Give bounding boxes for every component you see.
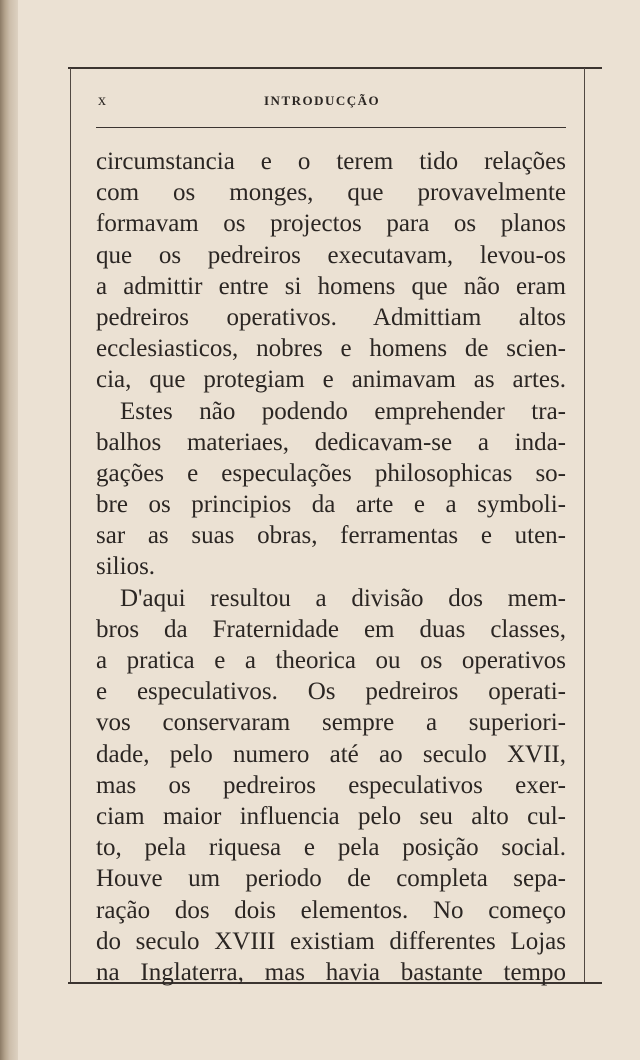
text-line: ecclesiasticos, nobres e homens de scien- xyxy=(96,335,566,363)
text-line: mas os pedreiros especulativos exer- xyxy=(96,771,566,799)
text-line: ciam maior influencia pelo seu alto cul- xyxy=(96,802,566,830)
text-line: bros da Fraternidade em duas classes, xyxy=(96,615,566,643)
frame-left-rule xyxy=(70,68,71,982)
text-line: pedreiros operativos. Admittiam altos xyxy=(96,303,566,331)
text-line: a pratica e a theorica ou os operativos xyxy=(96,647,566,674)
text-line: bre os principios da arte e a symboli- xyxy=(96,491,566,519)
text-line: vos conservaram sempre a superiori- xyxy=(96,709,566,737)
text-line: ração dos dois elementos. No começo xyxy=(96,896,566,924)
page-number: x xyxy=(98,92,107,109)
text-line: formavam os projectos para os planos xyxy=(96,210,566,238)
text-line: na Inglaterra, mas havia bastante tempo xyxy=(96,958,566,986)
text-line: e especulativos. Os pedreiros operati- xyxy=(96,678,566,706)
text-line: circumstancia e o terem tido relações xyxy=(96,148,566,175)
frame-top-rule xyxy=(68,67,602,69)
text-line: to, pela riquesa e pela posição social. xyxy=(96,834,566,862)
text-line: balhos materiaes, dedicavam-se a inda- xyxy=(96,428,566,456)
book-binding-edge xyxy=(0,0,18,1060)
frame-right-rule xyxy=(584,68,585,982)
book-page xyxy=(18,0,640,1060)
header-rule xyxy=(96,127,566,128)
body-text xyxy=(96,146,566,988)
text-line: a admittir entre si homens que não eram xyxy=(96,272,566,300)
running-head: INTRODUCÇÃO xyxy=(264,93,381,108)
text-line: que os pedreiros executavam, levou-os xyxy=(96,241,566,269)
text-line: cia, que protegiam e animavam as artes. xyxy=(96,366,566,394)
text-line: silios. xyxy=(96,553,156,581)
text-line: Estes não podendo emprehender tra- xyxy=(120,397,566,425)
text-line: do seculo XVIII existiam differentes Lojas xyxy=(96,927,566,955)
text-line: D'aqui resultou a divisão dos mem- xyxy=(120,584,566,612)
text-line: com os monges, que provavelmente xyxy=(96,179,566,207)
text-line: sar as suas obras, ferramentas e uten- xyxy=(96,522,566,550)
text-line: gações e especulações philosophicas so- xyxy=(96,459,566,487)
text-line: dade, pelo numero até ao seculo XVII, xyxy=(96,740,566,768)
text-line: Houve um periodo de completa sepa- xyxy=(96,865,566,893)
